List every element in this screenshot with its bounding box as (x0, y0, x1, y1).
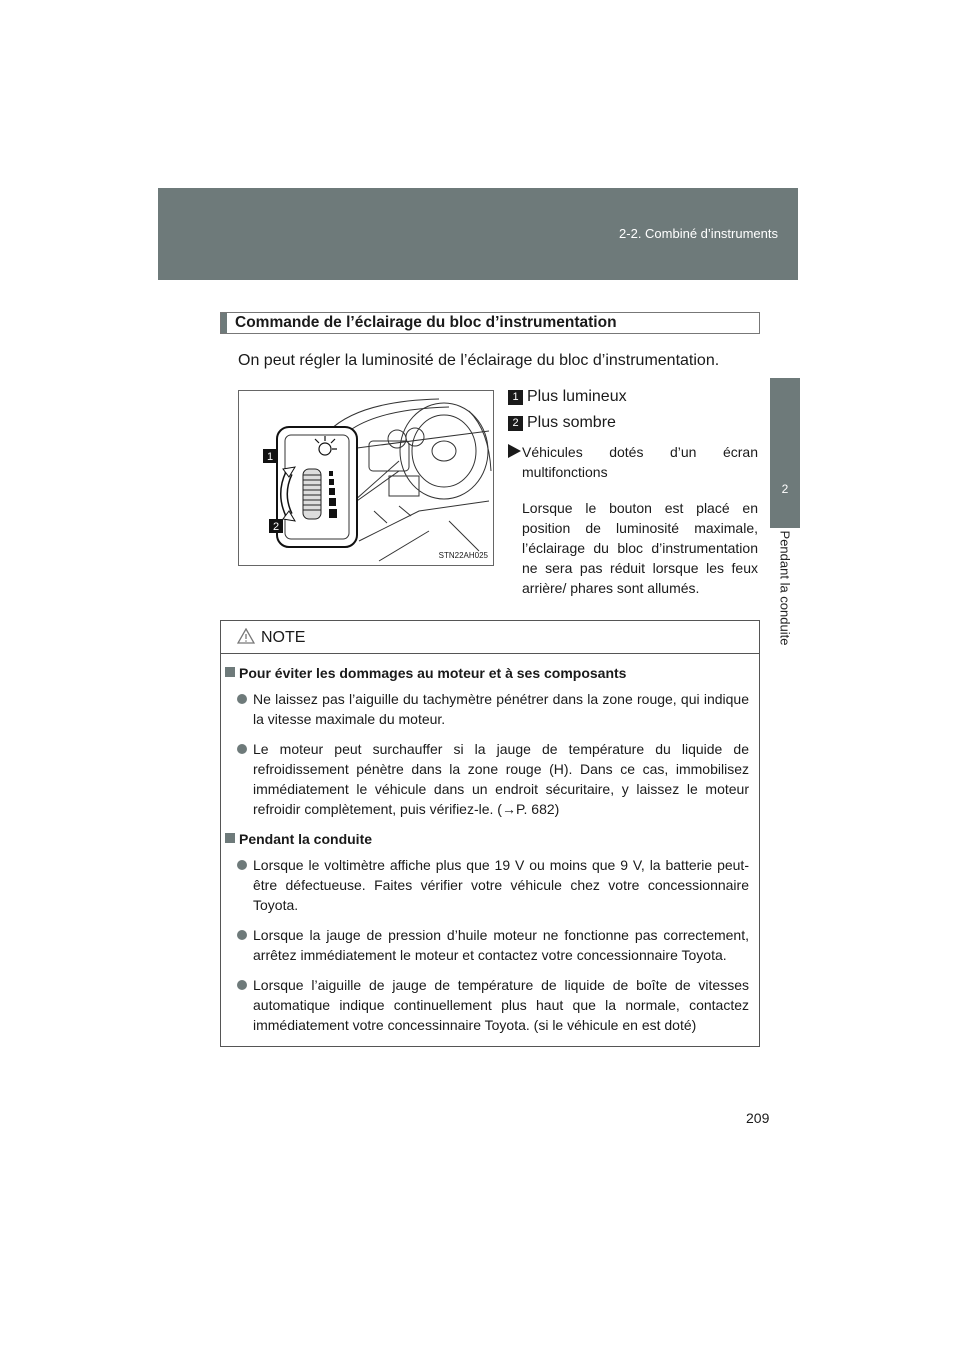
section-label: 2-2. Combiné d’instruments (619, 226, 778, 241)
legend-label: Plus sombre (527, 414, 616, 431)
legend-label: Plus lumineux (527, 388, 627, 405)
chapter-tab (770, 378, 800, 528)
note-item: Lorsque le voltimètre affiche plus que 19 V ou moins que 9 V, la batterie peut-être défectueuse. Faites vérifier votre véhicule chez votre concessionnaire Toyota. (235, 855, 749, 915)
callout-1: 1 (266, 451, 274, 463)
dot-bullet-icon (237, 980, 247, 990)
chapter-number: 2 (781, 482, 789, 496)
chapter-title: Pendant la conduite (777, 530, 793, 646)
note-box (220, 620, 760, 1047)
arrow-marker-icon (508, 444, 521, 458)
note-item: Ne laissez pas l’aiguille du tachymètre pénétrer dans la zone rouge, qui indique la vitesse maximale du moteur. (235, 689, 749, 729)
legend-badge: 1 (508, 390, 523, 405)
dot-bullet-icon (237, 744, 247, 754)
variant-block (508, 442, 758, 598)
square-bullet-icon (225, 833, 235, 843)
variant-text: Lorsque le bouton est placé en position de luminosité maximale, l’éclairage du bloc d’instrumentation ne sera pas réduit lorsque les feux arrière/ phares sont allumés. (522, 500, 758, 596)
dimmer-dial-drawing (239, 391, 493, 565)
dashboard-illustration (238, 390, 494, 566)
note-item: Lorsque la jauge de pression d’huile moteur ne fonctionne pas correctement, arrêtez immédiatement le moteur et contactez votre concessionnaire Toyota. (235, 925, 749, 965)
page-number: 209 (746, 1110, 770, 1126)
warning-icon (237, 628, 255, 644)
note-heading: NOTE (261, 629, 306, 646)
dot-bullet-icon (237, 694, 247, 704)
header-band (158, 188, 798, 280)
figure-code: STN22AH025 (438, 551, 488, 560)
dot-bullet-icon (237, 930, 247, 940)
legend-item (508, 414, 616, 432)
note-group-title: Pour éviter les dommages au moteur et à ses composants (225, 663, 759, 683)
title-accent-bar (221, 313, 227, 333)
section-title-box (220, 312, 760, 334)
section-title: Commande de l’éclairage du bloc d’instrumentation (235, 314, 617, 331)
note-body (221, 663, 759, 1045)
note-item: Le moteur peut surchauffer si la jauge de température du liquide de refroidissement pénètre dans la zone rouge (H). Dans ce cas, immobilisez immédiatement le véhicule dans un endroit sécuritaire, y laissez le moteur refroidir complètement, puis vérifiez-le. (→P. 682) (235, 739, 749, 819)
note-header (221, 621, 759, 654)
note-item: Lorsque l’aiguille de jauge de température de liquide de boîte de vitesses automatique indique continuellement plus haut que la normale, contactez immédiatement votre concessinnaire Toyota. (si le véhicule en est doté) (235, 975, 749, 1035)
legend-badge: 2 (508, 416, 523, 431)
intro-text: On peut régler la luminosité de l’éclairage du bloc d’instrumentation. (238, 352, 720, 369)
dot-bullet-icon (237, 860, 247, 870)
note-group-title: Pendant la conduite (225, 829, 759, 849)
square-bullet-icon (225, 667, 235, 677)
variant-title: Véhicules dotés d’un écran multifonctions (522, 444, 758, 480)
legend-item (508, 388, 627, 406)
callout-2: 2 (272, 521, 280, 533)
